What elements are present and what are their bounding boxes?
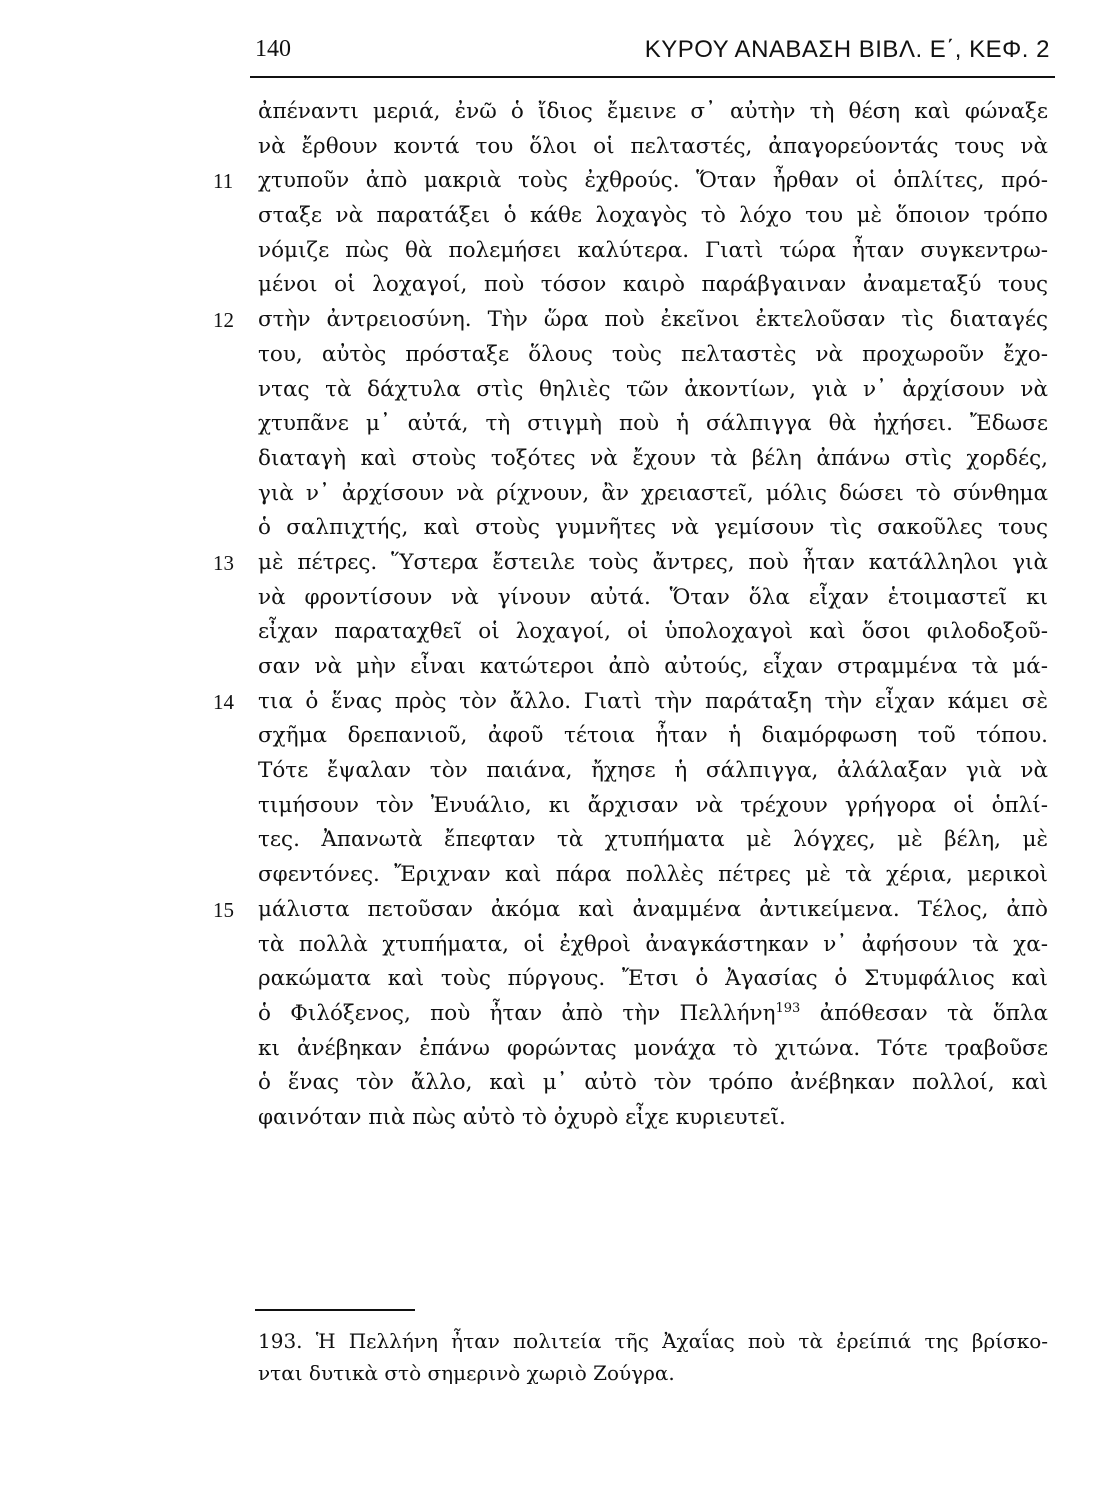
section-number: 14 (213, 689, 234, 714)
text-line (213, 546, 1048, 581)
line-text: μάλιστα πετοῦσαν ἀκόμα καὶ ἀναμμένα ἀντικείμενα. Τέλος, ἀπὸ (258, 896, 1048, 922)
line-text: τια ὁ ἕνας πρὸς τὸν ἄλλο. Γιατὶ τὴν παράταξη τὴν εἶχαν κάμει σὲ (258, 688, 1048, 714)
line-text: διαταγὴ καὶ στοὺς τοξότες νὰ ἔχουν τὰ βέλη ἀπάνω στὶς χορδές, (258, 445, 1048, 471)
text-line (258, 928, 1048, 963)
text-line (258, 858, 1048, 893)
section-number: 13 (213, 550, 234, 575)
running-head: ΚΥΡΟΥ ΑΝΑΒΑΣΗ ΒΙΒΛ. Ε΄, ΚΕΦ. 2 (644, 36, 1050, 63)
text-line (258, 1066, 1048, 1101)
line-text: κι ἀνέβηκαν ἐπάνω φορώντας μονάχα τὸ χιτώνα. Τότε τραβοῦσε (258, 1035, 1048, 1061)
line-text: τὰ πολλὰ χτυπήματα, οἱ ἐχθροὶ ἀναγκάστηκαν ν᾽ ἀφήσουν τὰ χα- (258, 931, 1048, 957)
text-line (258, 511, 1048, 546)
line-text: μὲ πέτρες. Ὕστερα ἔστειλε τοὺς ἄντρες, ποὺ ἦταν κατάλληλοι γιὰ (258, 549, 1048, 575)
section-number: 12 (213, 308, 234, 333)
line-text: φαινόταν πιὰ πὼς αὐτὸ τὸ ὀχυρὸ εἶχε κυριευτεῖ. (258, 1104, 786, 1130)
text-line (258, 719, 1048, 754)
text-line (258, 1101, 1048, 1136)
line-text: Τότε ἔψαλαν τὸν παιάνα, ἤχησε ἡ σάλπιγγα, ἀλάλαξαν γιὰ νὰ (258, 758, 1048, 784)
text-line (258, 754, 1048, 789)
text-line (213, 893, 1048, 928)
text-line (258, 962, 1048, 997)
text-line (258, 130, 1048, 165)
line-text: του, αὐτὸς πρόσταξε ὅλους τοὺς πελταστὲς νὰ προχωροῦν ἔχο- (258, 341, 1048, 367)
line-text: γιὰ ν᾽ ἀρχίσουν νὰ ρίχνουν, ἂν χρειαστεῖ, μόλις δώσει τὸ σύνθημα (258, 480, 1048, 506)
text-line (258, 407, 1048, 442)
line-text: τιμήσουν τὸν Ἐνυάλιο, κι ἄρχισαν νὰ τρέχουν γρήγορα οἱ ὁπλί- (258, 792, 1048, 818)
text-line (258, 997, 1048, 1032)
line-text: τες. Ἀπανωτὰ ἔπεφταν τὰ χτυπήματα μὲ λόγχες, μὲ βέλη, μὲ (258, 827, 1048, 853)
text-line (213, 303, 1048, 338)
line-text: σαν νὰ μὴν εἶναι κατώτεροι ἀπὸ αὐτούς, εἶχαν στραμμένα τὰ μά- (258, 654, 1048, 679)
footnote-line: νται δυτικὰ στὸ σημερινὸ χωριὸ Ζούγρα. (258, 1361, 675, 1385)
text-line (258, 650, 1048, 685)
line-text: ὁ Φιλόξενος, ποὺ ἦταν ἀπὸ τὴν Πελλήνη (258, 1000, 776, 1026)
text-line (213, 164, 1048, 199)
text-line (258, 1032, 1048, 1067)
line-text: εἶχαν παραταχθεῖ οἱ λοχαγοί, οἱ ὑπολοχαγοὶ καὶ ὅσοι φιλοδοξοῦ- (258, 619, 1048, 645)
header-rule (250, 76, 1055, 78)
line-text: ρακώματα καὶ τοὺς πύργους. Ἔτσι ὁ Ἀγασίας ὁ Στυμφάλιος καὶ (258, 966, 1048, 992)
text-line (258, 615, 1048, 650)
line-text: χτυποῦν ἀπὸ μακριὰ τοὺς ἐχθρούς. Ὅταν ἦρθαν οἱ ὁπλίτες, πρό- (258, 168, 1048, 194)
text-line (258, 581, 1048, 616)
section-number: 15 (213, 897, 234, 922)
text-line (258, 338, 1048, 373)
footnote-line: 193. Ἡ Πελλήνη ἦταν πολιτεία τῆς Ἀχαΐας ποὺ τὰ ἐρείπιά της βρίσκο- (258, 1329, 1048, 1353)
footnote-rule (255, 1309, 415, 1311)
text-line (258, 373, 1048, 408)
line-text: σταξε νὰ παρατάξει ὁ κάθε λοχαγὸς τὸ λόχο του μὲ ὅποιον τρόπο (258, 203, 1048, 229)
text-line (258, 268, 1048, 303)
text-line (258, 95, 1048, 130)
line-text: ἀπόθεσαν τὰ ὅπλα (800, 1000, 1048, 1026)
text-line (258, 477, 1048, 512)
line-text: νὰ ἔρθουν κοντά του ὅλοι οἱ πελταστές, ἀπαγορεύοντάς τους νὰ (258, 133, 1048, 159)
footnote (258, 1325, 1048, 1389)
body-text (213, 95, 1048, 1136)
text-line (258, 199, 1048, 234)
line-text: μένοι οἱ λοχαγοί, ποὺ τόσον καιρὸ παράβγαιναν ἀναμεταξύ τους (258, 272, 1048, 298)
line-text: νὰ φροντίσουν νὰ γίνουν αὐτά. Ὅταν ὅλα εἶχαν ἑτοιμαστεῖ κι (258, 584, 1048, 610)
page-number: 140 (255, 36, 291, 62)
line-text: ὁ σαλπιχτής, καὶ στοὺς γυμνῆτες νὰ γεμίσουν τὶς σακοῦλες τους (258, 515, 1048, 541)
line-text: ντας τὰ δάχτυλα στὶς θηλιὲς τῶν ἀκοντίων, γιὰ ν᾽ ἀρχίσουν νὰ (258, 376, 1048, 402)
text-line (213, 685, 1048, 720)
section-number: 11 (213, 169, 234, 194)
line-text: στὴν ἀντρειοσύνη. Τὴν ὥρα ποὺ ἐκεῖνοι ἐκτελοῦσαν τὶς διαταγές (258, 307, 1048, 333)
line-text: σχῆμα δρεπανιοῦ, ἀφοῦ τέτοια ἦταν ἡ διαμόρφωση τοῦ τόπου. (258, 723, 1048, 749)
line-text: ἀπέναντι μεριά, ἐνῶ ὁ ἴδιος ἔμεινε σ᾽ αὐτὴν τὴ θέση καὶ φώναξε (258, 99, 1048, 124)
line-text: ὁ ἕνας τὸν ἄλλο, καὶ μ᾽ αὐτὸ τὸν τρόπο ἀνέβηκαν πολλοί, καὶ (258, 1070, 1048, 1096)
text-line (258, 823, 1048, 858)
footnote-reference[interactable]: 193 (775, 1000, 801, 1016)
line-text: σφεντόνες. Ἔριχναν καὶ πάρα πολλὲς πέτρες μὲ τὰ χέρια, μερικοὶ (258, 862, 1048, 888)
text-line (258, 442, 1048, 477)
line-text: χτυπᾶνε μ᾽ αὐτά, τὴ στιγμὴ ποὺ ἡ σάλπιγγα θὰ ἠχήσει. Ἔδωσε (258, 411, 1048, 437)
text-line (258, 789, 1048, 824)
line-text: νόμιζε πὼς θὰ πολεμήσει καλύτερα. Γιατὶ τώρα ἦταν συγκεντρω- (258, 237, 1048, 263)
text-line (258, 234, 1048, 269)
